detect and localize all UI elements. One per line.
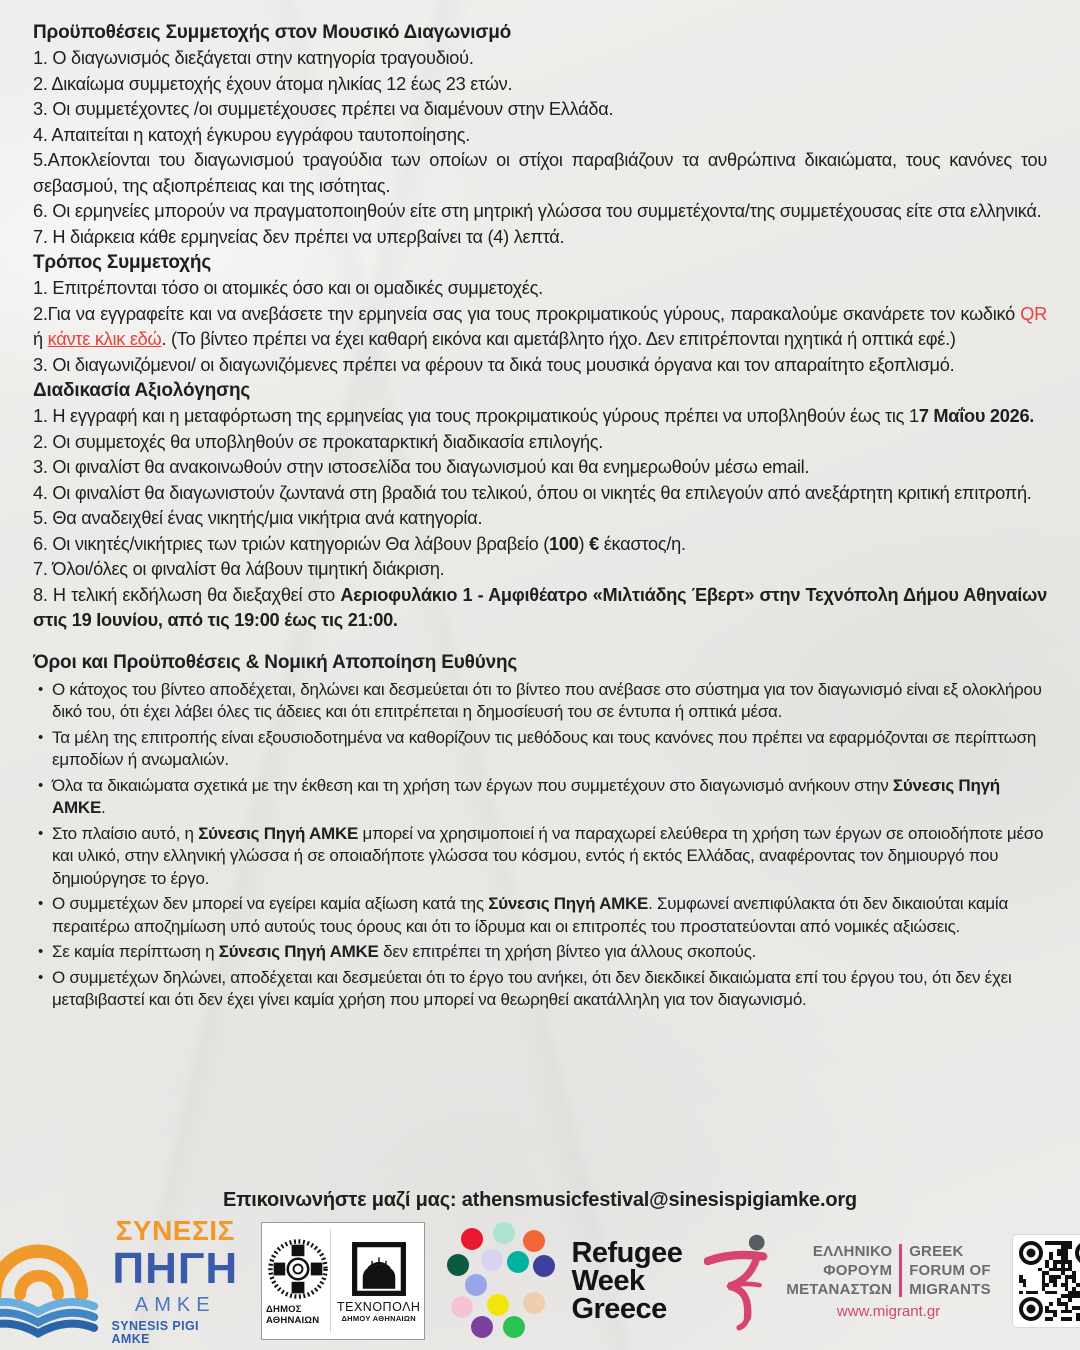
text-run: 4. Οι φιναλίστ θα διαγωνιστούν ζωντανά στη βραδιά του τελικού, όπου οι νικητές θα επιλεγούν από ανεξάρτητη κριτική επιτροπή. (33, 482, 1032, 503)
color-dot-icon (471, 1316, 493, 1338)
item-text (33, 304, 1047, 350)
numbered-item (33, 72, 1047, 98)
text-run: ) (578, 533, 590, 554)
text-run: 3. Οι φιναλίστ θα ανακοινωθούν στην ιστοσελίδα του διαγωνισμού και θα ενημερωθούν μέσω email. (33, 457, 810, 477)
gfm-greek-line: ΦΟΡΟΥΜ (823, 1262, 893, 1279)
text-run: 2. Οι συμμετοχές θα υποβληθούν σε προκαταρκτική διαδικασία επιλογής. (33, 431, 604, 452)
qr-module (1045, 1283, 1049, 1287)
item-text (52, 727, 1047, 772)
qr-module (1053, 1291, 1057, 1295)
color-dot-icon (493, 1222, 515, 1244)
text-run: Τα μέλη της επιτροπής είναι εξουσιοδοτημένα να καθορίζουν τις μεθόδους και τους κανόνες που πρέπει να εφαρμόζονται σε περίπτωση εμποδίων ή ανωμαλιών. (52, 727, 1037, 769)
text-run: 7 Μαΐου 2026. (918, 406, 1035, 426)
bullet-marker: • (38, 943, 43, 960)
text-run: 4. Απαιτείται η κατοχή έγκυρου εγγράφου ταυτοποίησης. (33, 124, 471, 145)
numbered-item (33, 302, 1047, 353)
qr-module (1068, 1317, 1072, 1321)
synesis-line2: ΠΗΓΗ (112, 1244, 239, 1293)
item-text (33, 508, 482, 528)
item-text (33, 227, 564, 247)
colored-dots-circle-icon (447, 1222, 557, 1340)
section-heading: Τρόπος Συμμετοχής (33, 252, 212, 273)
text-run: 7. Η διάρκεια κάθε ερμηνείας δεν πρέπει να υπερβαίνει τα (4) λεπτά. (33, 226, 565, 247)
numbered-item (33, 97, 1047, 123)
bullet-marker: • (38, 728, 43, 746)
item-text (33, 278, 543, 298)
section-heading: Διαδικασία Αξιολόγησης (33, 380, 251, 401)
item-text (52, 679, 1047, 724)
qr-module (1053, 1283, 1057, 1287)
text-run: 6. Οι ερμηνείες μπορούν να πραγματοποιηθούν είτε στη μητρική γλώσσα του συμμετέχοντα/της συμμετέχουσας είτε στα ελληνικά. (33, 201, 1042, 221)
color-dot-icon (503, 1316, 525, 1338)
item-text (33, 585, 1047, 631)
color-dot-icon (447, 1254, 469, 1276)
bullet-marker: • (38, 824, 43, 842)
refugee-week-line3: Greece (571, 1293, 667, 1325)
numbered-item (33, 123, 1047, 149)
refugee-week-logo (447, 1222, 682, 1340)
refugee-week-wordmark (571, 1239, 682, 1323)
item-text (52, 967, 1047, 1012)
numbered-item (33, 583, 1047, 634)
numbered-item (33, 455, 1047, 481)
gfm-greek-line: ΜΕΤΑΝΑΣΤΩΝ (786, 1281, 893, 1298)
text-run: Ο συμμετέχων δηλώνει, αποδέχεται και δεσμεύεται ότι το έργο του ανήκει, ότι δεν διεκδικεί δικαιώματα επί του έργου του, ότι δεν έχει μεταβιβαστεί και ότι δεν έχει γίνει καμία χρήση που μπορεί να θεωρηθεί ακατάλληλη για τον διαγωνισμό. (52, 967, 1012, 1009)
qr-module (1068, 1310, 1072, 1314)
bullet-marker: • (38, 776, 43, 794)
text-run: Σε καμία περίπτωση η (52, 942, 219, 961)
qr-module (1049, 1317, 1053, 1321)
synesis-line3: ΑΜΚΕ (134, 1294, 216, 1316)
bullet-item (33, 679, 1047, 724)
footer-logos (0, 1215, 1080, 1346)
greek-forum-of-migrants-logo (704, 1229, 990, 1333)
gfm-website-url: www.migrant.gr (836, 1303, 941, 1320)
qr-code (1013, 1235, 1080, 1327)
gfm-english-line: FORUM OF (909, 1262, 991, 1279)
color-dot-icon (481, 1249, 503, 1271)
bullet-item (33, 775, 1047, 820)
numbered-item (33, 404, 1047, 430)
text-run: Σύνεσις Πηγή ΑΜΚΕ (52, 775, 1000, 817)
text-run: 5. Θα αναδειχθεί ένας νικητής/μια νικήτρια ανά κατηγορία. (33, 508, 483, 528)
qr-module (1068, 1245, 1072, 1249)
synesis-line4: SYNESIS PIGI AMKE (111, 1319, 199, 1346)
bullet-marker: • (38, 680, 43, 698)
synesis-wordmark (111, 1217, 239, 1345)
gfm-wordmark (786, 1242, 990, 1320)
text-run: 2. Δικαίωμα συμμετοχής έχουν άτομα ηλικίας 12 έως 23 ετών. (33, 73, 513, 94)
qr-module (1019, 1291, 1023, 1295)
text-run: 1. Η εγγραφή και η μεταφόρτωση της ερμηνείας για τους προκριματικούς γύρους πρέπει να υποβληθούν έως τις 1 (33, 406, 919, 426)
contact-line (0, 1189, 1080, 1212)
numbered-item (33, 276, 1047, 302)
item-text (33, 48, 474, 68)
athens-label: ΔΗΜΟΣ ΑΘΗΝΑΙΩΝ (265, 1303, 320, 1326)
text-run: . Συμφωνεί ανεπιφύλακτα ότι δεν δικαιούται καμία περαιτέρω αποζημίωση υπό αυτούς τους όρους και ότι το ίδρυμα και οι επιτροπές του προστατεύονται από νομικές αξιώσεις. (52, 894, 1009, 936)
text-run: Στο πλαίσιο αυτό, η (52, 823, 199, 843)
gfm-greek-line: ΕΛΛΗΝΙΚΟ (812, 1243, 893, 1260)
laurel-wreath-cross-icon (266, 1237, 330, 1301)
athens-technopolis-box (261, 1222, 425, 1340)
numbered-item (33, 46, 1047, 72)
contact-email: athensmusicfestival@sinesispigiamke.org (461, 1189, 857, 1211)
item-text (33, 406, 1034, 426)
item-text (33, 483, 1032, 503)
refugee-week-line1: Refugee (571, 1237, 683, 1269)
gfm-english-lines (909, 1242, 991, 1299)
sections-container (33, 20, 1047, 1012)
bullet-item (33, 893, 1047, 938)
text-run: Όλα τα δικαιώματα σχετικά με την έκθεση και τη χρήση των έργων που συμμετέχουν στο διαγωνισμό ανήκουν στην (52, 775, 893, 795)
qr-module (1068, 1298, 1072, 1302)
text-run: 3. Οι συμμετέχοντες /οι συμμετέχουσες πρέπει να διαμένουν στην Ελλάδα. (33, 99, 614, 119)
text-run: ή (33, 329, 48, 349)
qr-module (1076, 1294, 1080, 1298)
text-run: 7. Όλοι/όλες οι φιναλίστ θα λάβουν τιμητική διάκριση. (33, 559, 445, 579)
numbered-item (33, 353, 1047, 379)
numbered-item (33, 506, 1047, 532)
athens-municipality-logo (266, 1229, 330, 1333)
text-run: Αεριοφυλάκιο 1 - Αμφιθέατρο «Μιλτιάδης Έβερτ» στην Τεχνόπολη Δήμου Αθηναίων στις 19 Ιουνίου, από τις 19:00 έως τις 21:00. (33, 584, 1047, 630)
text-run: Ο κάτοχος του βίντεο αποδέχεται, δηλώνει και δεσμεύεται ότι το βίντεο που ανέβασε στο σύστημα για τον διαγωνισμό είναι εξ ολοκλήρου δικό του, ότι έχει λάβει όλες τις άδειες και ότι επιτρέπεται η δημοσίευσή του σε έντυπα ή οπτικά μέσα. (52, 679, 1042, 721)
bullet-item (33, 727, 1047, 772)
item-text (52, 941, 1047, 964)
qr-module (1053, 1313, 1057, 1317)
color-dot-icon (523, 1230, 545, 1252)
qr-module (1023, 1283, 1027, 1287)
text-run: Σύνεσις Πηγή ΑΜΚΕ (488, 894, 649, 913)
synesis-line1: ΣΥΝΕΣΙΣ (115, 1215, 235, 1246)
item-text (33, 355, 954, 375)
item-text (33, 74, 512, 94)
item-text (33, 559, 444, 579)
section-heading: Όροι και Προϋποθέσεις & Νομική Αποποίηση Ευθύνης (33, 651, 518, 673)
item-text (33, 534, 686, 554)
numbered-item (33, 225, 1047, 251)
color-dot-icon (487, 1294, 509, 1316)
click-here-link[interactable]: κάντε κλικ εδώ (47, 329, 162, 349)
text-run: Σύνεσις Πηγή ΑΜΚΕ (198, 823, 359, 843)
contact-label: Επικοινωνήστε μαζί μας: (223, 1189, 457, 1211)
item-text (52, 823, 1047, 891)
item-text (33, 432, 603, 452)
qr-finder-icon (1019, 1297, 1043, 1321)
item-text (33, 125, 470, 145)
gasholder-icon (350, 1240, 408, 1298)
item-text (33, 457, 809, 477)
text-run: 3. Οι διαγωνιζόμενοι/ οι διαγωνιζόμενες πρέπει να φέρουν τα δικά τους μουσικά όργανα και τον απαραίτητο εξοπλισμό. (33, 354, 955, 375)
numbered-item (33, 199, 1047, 225)
item-text (33, 150, 1047, 196)
technopolis-logo (330, 1229, 420, 1333)
color-dot-icon (507, 1251, 529, 1273)
qr-module (1049, 1302, 1053, 1306)
text-run: . (101, 798, 106, 817)
gfm-english-line: MIGRANTS (909, 1281, 991, 1298)
numbered-item (33, 557, 1047, 583)
numbered-item (33, 430, 1047, 456)
bullet-item (33, 941, 1047, 964)
qr-module (1034, 1291, 1038, 1295)
bullet-marker: • (38, 968, 43, 986)
numbered-item (33, 481, 1047, 507)
color-dot-icon (451, 1296, 473, 1318)
numbered-item (33, 148, 1047, 199)
text-run: 2.Για να εγγραφείτε και να ανεβάσετε την ερμηνεία σας για τους προκριματικούς γύρους, παρακαλούμε σκανάρετε τον κωδικό (33, 303, 1021, 324)
gfm-greek-lines (786, 1242, 892, 1299)
color-dot-icon (461, 1228, 483, 1250)
qr-finder-icon (1019, 1241, 1043, 1265)
text-run: 6. Οι νικητές/νικήτριες των τριών κατηγοριών Θα λάβουν βραβείο ( (33, 533, 549, 554)
text-run: δεν επιτρέπει τη χρήση βίντεο για άλλους σκοπούς. (378, 942, 757, 961)
gfm-divider (899, 1244, 902, 1297)
bullet-item (33, 967, 1047, 1012)
text-run: Ο συμμετέχων δεν μπορεί να εγείρει καμία αξίωση κατά της (52, 894, 489, 913)
text-run: € (589, 533, 599, 554)
qr-module (1076, 1317, 1080, 1321)
gfm-english-line: GREEK (909, 1243, 964, 1260)
numbered-item (33, 532, 1047, 558)
synesis-arch-book-icon (0, 1222, 101, 1340)
technopolis-line1: ΤΕΧΝΟΠΟΛΗ (336, 1299, 421, 1314)
item-text (52, 893, 1047, 938)
text-run: 5.Αποκλείονται του διαγωνισμού τραγούδια των οποίων οι στίχοι παραβιάζουν τα ανθρώπινα δικαιώματα, τους κανόνες του σεβασμού, της αξιοπρέπειας και της ισότητας. (33, 150, 1047, 196)
text-run: έκαστος/η. (598, 533, 686, 554)
item-text (52, 775, 1047, 820)
color-dot-icon (465, 1274, 487, 1296)
text-run: . (Το βίντεο πρέπει να έχει καθαρή εικόνα και αμετάβλητο ήχο. Δεν επιτρέπονται ηχητικά ή οπτικά εφέ.) (161, 329, 956, 349)
pink-figure-icon (704, 1229, 778, 1333)
item-text (33, 99, 613, 119)
color-dot-icon (523, 1292, 545, 1314)
text-run: QR (1020, 303, 1047, 324)
bullet-marker: • (38, 895, 43, 912)
text-run: Σύνεσις Πηγή ΑΜΚΕ (218, 942, 379, 961)
refugee-week-line2: Week (571, 1265, 645, 1297)
text-run: μπορεί να χρησιμοποιεί ή να παραχωρεί ελεύθερα τη χρήση των έργων σε οποιοδήποτε μέσο και υλικό, στην ελληνική γλώσσα ή σε οποιαδήποτε γλώσσα του κόσμου, εντός ή εκτός Ελλάδας, αναφέροντας τον δημιουργό που δημιούργησε το έργο. (52, 823, 1044, 888)
color-dot-icon (533, 1255, 555, 1277)
bullet-item (33, 823, 1047, 891)
technopolis-line2: ΔΗΜΟΥ ΑΘΗΝΑΙΩΝ (341, 1313, 416, 1323)
text-run: 8. Η τελική εκδήλωση θα διεξαχθεί στο (33, 584, 341, 605)
text-run: 1. Επιτρέπονται τόσο οι ατομικές όσο και οι ομαδικές συμμετοχές. (33, 278, 543, 298)
text-run: 1. Ο διαγωνισμός διεξάγεται στην κατηγορία τραγουδιού. (33, 48, 474, 68)
synesis-pigi-logo (0, 1217, 239, 1345)
section-heading: Προϋποθέσεις Συμμετοχής στον Μουσικό Διαγωνισμό (33, 22, 512, 43)
qr-module (1057, 1275, 1061, 1279)
item-text (33, 201, 1041, 221)
text-run: 100 (548, 533, 579, 554)
